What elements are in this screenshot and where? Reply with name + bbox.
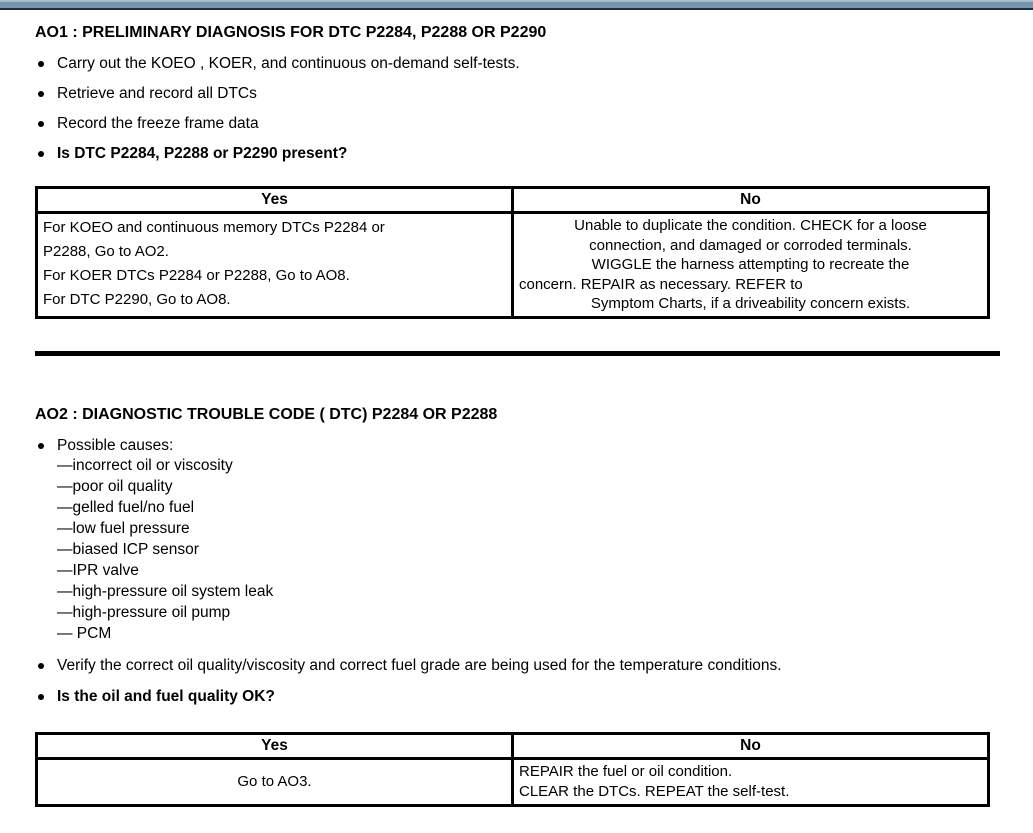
bullet-icon — [38, 121, 44, 127]
ao1-bullet-list — [35, 55, 1033, 163]
ao2-bullet-list — [35, 437, 1033, 706]
cell-line: REPAIR the fuel or oil condition. — [519, 762, 733, 780]
cause-item: —IPR valve — [57, 561, 139, 579]
bullet-item — [35, 115, 1033, 133]
bullet-text: Carry out the KOEO , KOER, and continuous on-demand self-tests. — [57, 55, 520, 72]
bullet-item-verify — [35, 657, 1033, 675]
cause-item: — PCM — [57, 624, 112, 642]
cause-item: —high-pressure oil pump — [57, 603, 231, 621]
ao2-no-cell — [513, 758, 989, 805]
bullet-text: Verify the correct oil quality/viscosity and correct fuel grade are being used for the temperature conditions. — [57, 656, 782, 674]
cell-line: WIGGLE the harness attempting to recreate the — [591, 256, 910, 273]
cause-item: —incorrect oil or viscosity — [57, 456, 233, 474]
bullet-text: Is the oil and fuel quality OK? — [57, 687, 275, 705]
cell-line: For KOER DTCs P2284 or P2288, Go to AO8. — [43, 267, 350, 284]
cell-line: CLEAR the DTCs. REPEAT the self-test. — [519, 782, 790, 800]
table-header-row — [37, 733, 989, 758]
cell-line: concern. REPAIR as necessary. REFER to — [519, 275, 803, 293]
bullet-icon — [38, 663, 44, 669]
section-ao2 — [35, 356, 1033, 807]
cell-line: For KOEO and continuous memory DTCs P2284 or — [43, 219, 385, 236]
ao1-decision-table — [35, 186, 990, 319]
bullet-text: Possible causes: — [57, 436, 174, 454]
window-top-bar — [0, 0, 1033, 10]
bullet-item-possible-causes — [35, 437, 1033, 455]
cause-item: —poor oil quality — [57, 477, 173, 495]
cell-line: Symptom Charts, if a driveability concern exists. — [590, 295, 911, 312]
cause-item: —biased ICP sensor — [57, 540, 199, 558]
table-header-yes: Yes — [37, 733, 513, 758]
bullet-item — [35, 55, 1033, 73]
bullet-icon — [38, 61, 44, 67]
bullet-icon — [38, 151, 44, 157]
bullet-text: Is DTC P2284, P2288 or P2290 present? — [57, 145, 348, 162]
bullet-text: Record the freeze frame data — [57, 115, 259, 132]
table-body-row — [37, 213, 989, 318]
cause-item: —low fuel pressure — [57, 519, 190, 537]
cell-line: For DTC P2290, Go to AO8. — [43, 291, 231, 308]
table-header-row — [37, 188, 989, 213]
bullet-item-question — [35, 145, 1033, 163]
bullet-icon — [38, 694, 44, 700]
cause-item: —gelled fuel/no fuel — [57, 498, 195, 516]
section-ao1 — [35, 10, 1033, 356]
section-ao2-title: AO2 : DIAGNOSTIC TROUBLE CODE ( DTC) P2284 OR P2288 — [35, 405, 498, 423]
ao1-no-cell — [513, 213, 989, 318]
document-page — [0, 10, 1033, 807]
bullet-text: Retrieve and record all DTCs — [57, 85, 257, 102]
table-header-no: No — [513, 188, 989, 213]
ao2-yes-cell: Go to AO3. — [37, 758, 513, 805]
cell-line: Unable to duplicate the condition. CHECK for a loose — [574, 217, 927, 234]
bullet-item-question — [35, 688, 1033, 706]
table-body-row — [37, 758, 989, 805]
ao2-decision-table — [35, 732, 990, 807]
bullet-item — [35, 85, 1033, 103]
cause-item: —high-pressure oil system leak — [57, 582, 274, 600]
ao1-yes-cell — [37, 213, 513, 318]
cell-line: P2288, Go to AO2. — [43, 243, 169, 260]
cell-line: connection, and damaged or corroded terminals. — [589, 236, 912, 254]
section-ao1-title: AO1 : PRELIMINARY DIAGNOSIS FOR DTC P2284, P2288 OR P2290 — [35, 24, 547, 41]
bullet-icon — [38, 91, 44, 97]
table-header-no: No — [513, 733, 989, 758]
cause-list — [57, 455, 1033, 644]
table-header-yes: Yes — [37, 188, 513, 213]
bullet-icon — [38, 443, 44, 449]
